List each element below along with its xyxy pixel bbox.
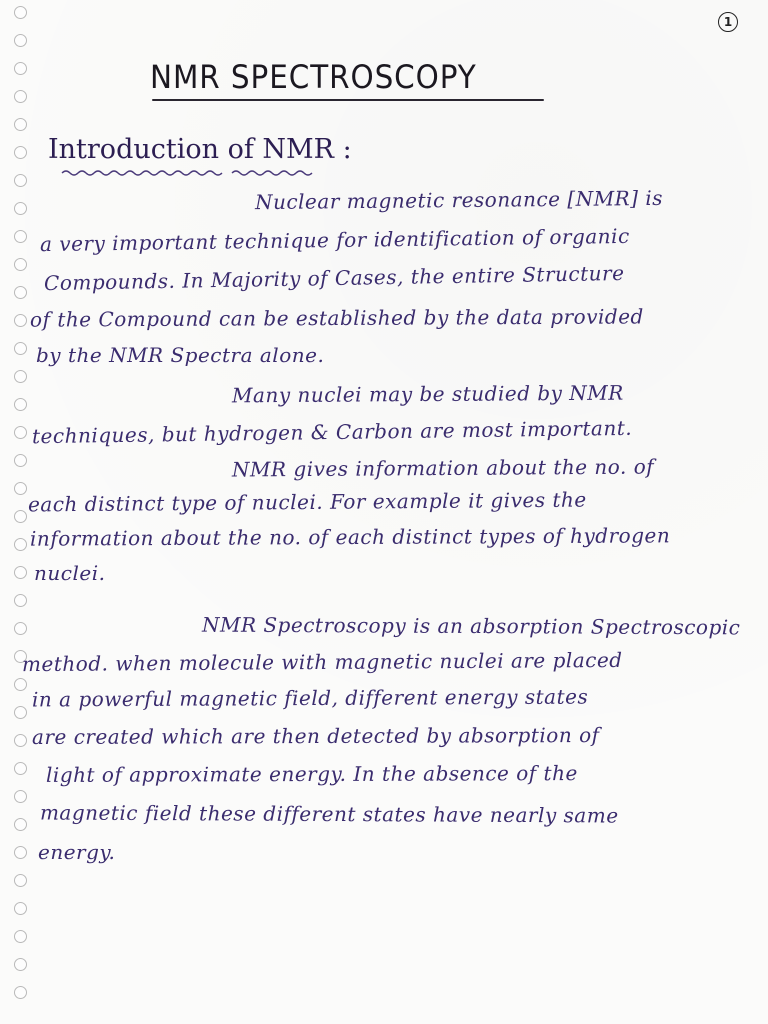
text-line: method. when molecule with magnetic nuclei are placed	[21, 647, 623, 677]
binder-hole	[14, 706, 27, 719]
binder-hole	[14, 426, 27, 439]
binder-hole	[14, 986, 27, 999]
text-line: techniques, but hydrogen & Carbon are most important.	[31, 415, 633, 449]
binder-hole	[14, 902, 27, 915]
binder-hole	[14, 34, 27, 47]
binder-hole	[14, 622, 27, 635]
binder-hole	[14, 286, 27, 299]
text-line: by the NMR Spectra alone.	[36, 343, 325, 367]
text-line: NMR gives information about the no. of	[231, 454, 655, 482]
text-line: in a powerful magnetic field, different energy states	[31, 684, 589, 712]
binder-hole	[14, 454, 27, 467]
text-line: light of approximate energy. In the absence of the	[45, 761, 578, 787]
binder-hole	[14, 846, 27, 859]
binder-hole	[14, 790, 27, 803]
binder-hole	[14, 174, 27, 187]
binder-hole	[14, 230, 27, 243]
binder-hole	[14, 818, 27, 831]
heading-squiggle-underline	[60, 168, 320, 178]
text-line: Many nuclei may be studied by NMR	[231, 380, 624, 408]
binder-hole	[14, 930, 27, 943]
text-line: nuclei.	[34, 561, 106, 585]
binder-hole	[14, 118, 27, 131]
text-line: a very important technique for identification of organic	[39, 223, 630, 257]
page-number: 1	[718, 12, 738, 32]
binder-hole	[14, 958, 27, 971]
binder-hole	[14, 90, 27, 103]
text-line: information about the no. of each distinct types of hydrogen	[29, 523, 671, 551]
binder-hole	[14, 398, 27, 411]
binder-hole	[14, 62, 27, 75]
title-underline	[152, 99, 544, 101]
page-title: NMR SPECTROSCOPY	[150, 58, 477, 96]
binder-hole	[14, 482, 27, 495]
binder-hole	[14, 594, 27, 607]
binder-hole	[14, 538, 27, 551]
binder-hole	[14, 146, 27, 159]
text-line: of the Compound can be established by the data provided	[29, 304, 644, 332]
text-line: are created which are then detected by absorption of	[31, 723, 600, 749]
binder-hole	[14, 566, 27, 579]
binder-hole	[14, 678, 27, 691]
binder-hole	[14, 342, 27, 355]
text-line: Compounds. In Majority of Cases, the entire Structure	[43, 260, 625, 296]
section-heading: Introduction of NMR :	[48, 134, 352, 165]
text-line: NMR Spectroscopy is an absorption Spectroscopic	[201, 612, 741, 640]
text-line: energy.	[38, 840, 116, 864]
binder-hole	[14, 314, 27, 327]
text-line: each distinct type of nuclei. For example it gives the	[27, 487, 587, 517]
binder-hole	[14, 370, 27, 383]
text-line: magnetic field these different states have nearly same	[39, 800, 619, 828]
binder-hole	[14, 762, 27, 775]
binder-hole	[14, 734, 27, 747]
binder-hole	[14, 510, 27, 523]
binder-hole	[14, 874, 27, 887]
binder-hole	[14, 202, 27, 215]
binder-hole	[14, 258, 27, 271]
text-line: Nuclear magnetic resonance [NMR] is	[254, 185, 664, 215]
binder-hole	[14, 6, 27, 19]
